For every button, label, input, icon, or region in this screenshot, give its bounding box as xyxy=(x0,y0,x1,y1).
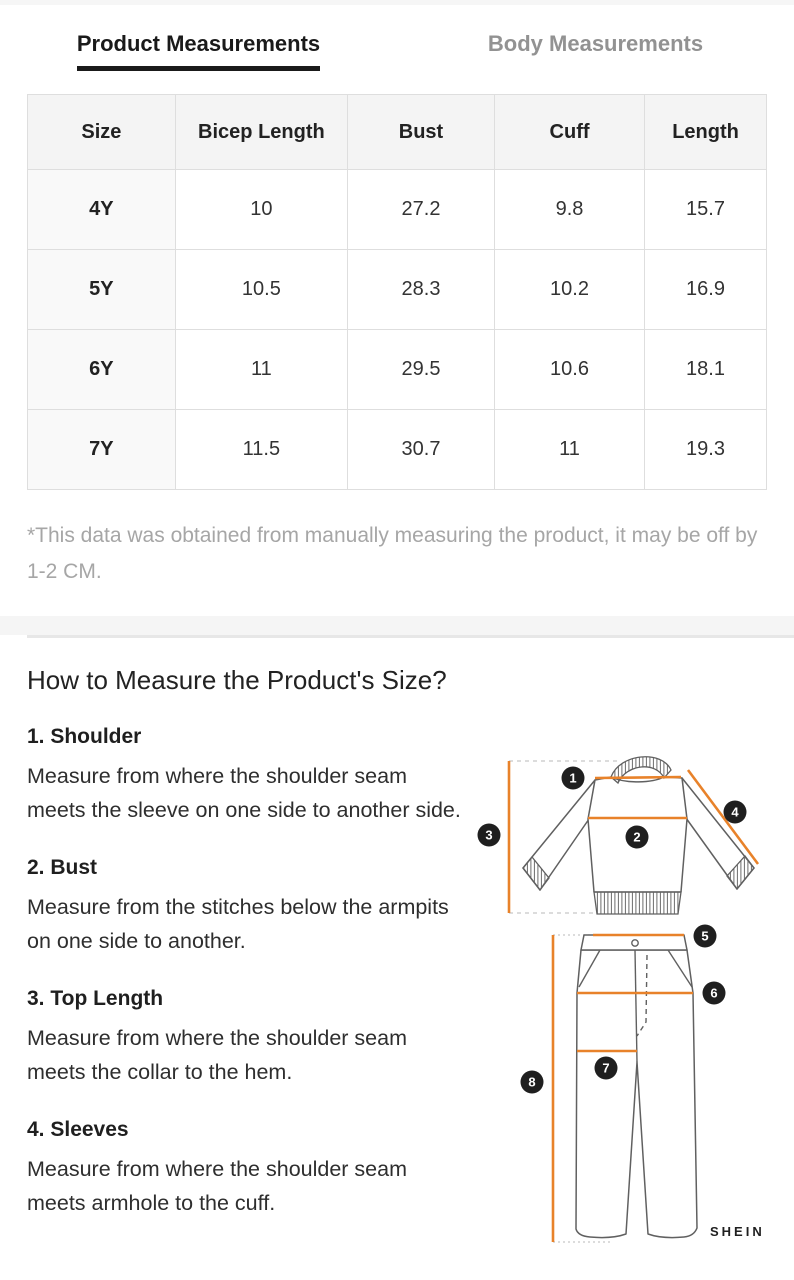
cell-value: 27.2 xyxy=(347,170,494,250)
cell-value: 16.9 xyxy=(645,250,767,330)
table-row xyxy=(28,170,767,250)
how-to-measure-title: How to Measure the Product's Size? xyxy=(27,665,447,695)
instruction-bust xyxy=(27,856,467,958)
table-header-row xyxy=(28,95,767,170)
svg-text:8: 8 xyxy=(528,1074,536,1090)
cell-value: 18.1 xyxy=(645,330,767,410)
measure-point-8-badge xyxy=(521,1071,544,1094)
measurement-diagram xyxy=(460,739,794,1251)
instruction-top-length xyxy=(27,987,467,1089)
cell-value: 10.5 xyxy=(175,250,347,330)
size-table-container xyxy=(27,94,767,490)
size-label: 5Y xyxy=(28,250,176,330)
cell-value: 19.3 xyxy=(645,410,767,490)
instruction-shoulder xyxy=(27,725,467,827)
sweater-hem-band xyxy=(594,892,681,914)
svg-text:4: 4 xyxy=(731,804,739,820)
instruction-text: Measure from the stitches below the armpits on one side to another. xyxy=(27,895,449,953)
top-divider-strip xyxy=(0,0,794,5)
tab-body-measurements-label: Body Measurements xyxy=(487,31,704,56)
instruction-heading: 2. Bust xyxy=(27,856,98,879)
pants-diagram-illustration xyxy=(460,914,794,1251)
svg-text:3: 3 xyxy=(485,827,493,843)
cell-value: 11.5 xyxy=(175,410,347,490)
instruction-list xyxy=(27,725,467,1220)
col-header-cuff: Cuff xyxy=(495,95,645,170)
svg-text:5: 5 xyxy=(701,928,709,944)
how-to-measure-section xyxy=(0,665,794,1239)
instruction-text: Measure from where the shoulder seam meets the collar to the hem. xyxy=(27,1026,408,1084)
cell-value: 11 xyxy=(495,410,645,490)
sweater-diagram-illustration xyxy=(460,739,794,931)
svg-text:2: 2 xyxy=(633,829,641,845)
measure-point-1-badge xyxy=(562,767,585,790)
measure-point-6-badge xyxy=(703,982,726,1005)
measurement-tabs xyxy=(0,31,794,71)
cell-value: 28.3 xyxy=(347,250,494,330)
instruction-heading: 3. Top Length xyxy=(27,987,164,1010)
cell-value: 10.6 xyxy=(495,330,645,410)
shein-logo: SHEIN xyxy=(710,1224,765,1239)
cell-value: 10.2 xyxy=(495,250,645,330)
col-header-length: Length xyxy=(645,95,767,170)
svg-text:6: 6 xyxy=(710,985,718,1001)
instruction-text: Measure from where the shoulder seam meets armhole to the cuff. xyxy=(27,1157,408,1215)
measure-point-5-badge xyxy=(694,925,717,948)
section-divider-line xyxy=(27,635,794,638)
cell-value: 10 xyxy=(175,170,347,250)
measure-point-4-badge xyxy=(724,801,747,824)
size-label: 6Y xyxy=(28,330,176,410)
measurement-disclaimer: *This data was obtained from manually measuring the product, it may be off by 1-2 CM. xyxy=(27,524,758,583)
measure-line-shoulder xyxy=(595,777,681,778)
svg-text:1: 1 xyxy=(569,770,577,786)
measure-point-3-badge xyxy=(478,824,501,847)
table-row xyxy=(28,410,767,490)
tab-product-measurements-label: Product Measurements xyxy=(77,31,320,71)
cell-value: 30.7 xyxy=(347,410,494,490)
svg-text:7: 7 xyxy=(602,1060,610,1076)
instruction-text: Measure from where the shoulder seam meets the sleeve on one side to another side. xyxy=(27,764,461,822)
cell-value: 15.7 xyxy=(645,170,767,250)
tab-product-measurements[interactable] xyxy=(0,31,397,71)
pants-button xyxy=(632,940,638,946)
tab-body-measurements[interactable] xyxy=(397,31,794,71)
col-header-size: Size xyxy=(28,95,176,170)
size-label: 7Y xyxy=(28,410,176,490)
size-label: 4Y xyxy=(28,170,176,250)
instruction-sleeves xyxy=(27,1118,467,1220)
cell-value: 9.8 xyxy=(495,170,645,250)
size-table xyxy=(27,94,767,490)
col-header-bicep-length: Bicep Length xyxy=(175,95,347,170)
instruction-heading: 1. Shoulder xyxy=(27,725,142,748)
instruction-heading: 4. Sleeves xyxy=(27,1118,129,1141)
cell-value: 11 xyxy=(175,330,347,410)
col-header-bust: Bust xyxy=(347,95,494,170)
section-divider xyxy=(0,616,794,635)
cell-value: 29.5 xyxy=(347,330,494,410)
table-row xyxy=(28,330,767,410)
table-row xyxy=(28,250,767,330)
measure-point-2-badge xyxy=(626,826,649,849)
measure-point-7-badge xyxy=(595,1057,618,1080)
